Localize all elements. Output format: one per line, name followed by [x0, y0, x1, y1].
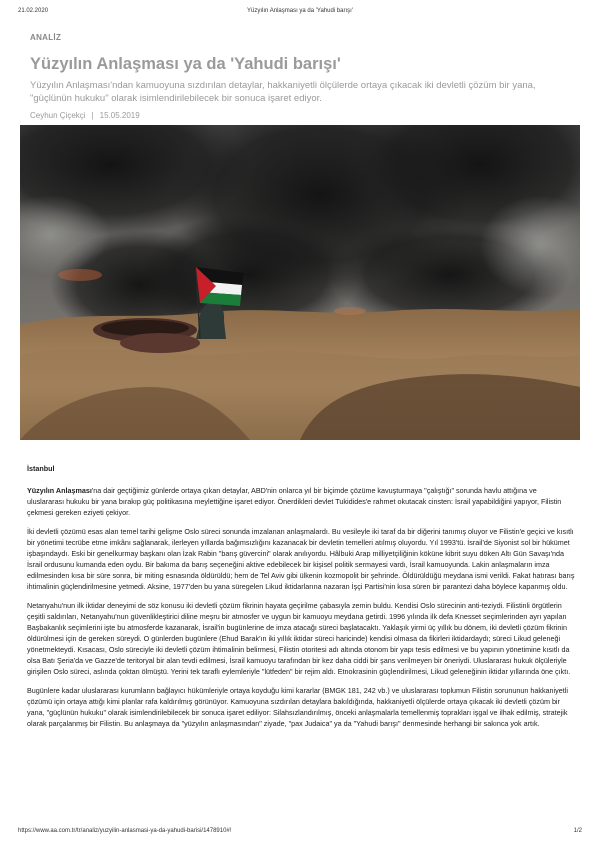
paragraph-1-lead: Yüzyılın Anlaşması: [27, 486, 92, 495]
paragraph-1: [27, 485, 575, 518]
page-number: 1/2: [573, 828, 582, 834]
print-url: https://www.aa.com.tr/tr/analiz/yuzyilin-anlasmasi-ya-da-yahudi-barisi/1478910#!: [18, 828, 232, 834]
palestine-flag-icon: [196, 267, 244, 306]
byline-separator: |: [91, 111, 94, 120]
dateline-city: İstanbul: [27, 464, 55, 473]
smoke-clouds: [20, 125, 580, 340]
print-tab-title: Yüzyılın Anlaşması ya da 'Yahudi barışı': [247, 8, 353, 14]
print-date: 21.02.2020: [18, 8, 49, 14]
paragraph-3: Netanyahu'nun ilk iktidar deneyimi de söz konusu iki devletli çözüm fikrinin hayata geçirilme çabasıyla zemin buldu. Kendisi Oslo sürecinin anti-teziydi. Filistinli örgütlerin çeşitli saldırıları, Netanyahu'nun güvenlikleştirici diline meşru bir atmosfer ve uygun bir kamuoyu meydana getirdi. 1996 yılında ilk defa Knesset seçimlerinden ayrı yapılan Başbakanlık seçimlerini işte bu atmosferde kazanarak, İsrail'in bugünlerine de imza atacağı süreci başlatacaktı. Yaklaşık yirmi üç yıllık bu dönem, iki devletli çözüm fikrinin öldürülmesi için de gereken süreydi. O günlerden bugünlere (Ehud Barak'ın iki yıllık iktidar süreci haricinde) kendisi olmasa da fikirleri iktidardaydı; süreci Likud geleneği yönetmekteydi. Kısacası, Oslo süreciyle iki devletli çözüm ihtimalinin belirmesi, Filistin otoritesi adı altında otonom bir yapı tesis edilmesi ve bu yapının yönetimine kısıtlı da olsa Batı Şeria'da ve Gazze'de teritoryal bir alan tevdi edilmesi, İsrail kamuoyu tarafından bir kez daha ciddi bir şans verilmeyen bir öneriydi. Uluslararası hukuk ölçüleriyle girişilen Oslo süreci, aslında çoktan ölmüştü. Yerini tek taraflı eylemleriyle "lütfeden" bir rejim aldı. Etnokrasinin güçlendirilmesi, Likud geleneğinin iktidar yıllarında öne çıktı.: [27, 601, 571, 676]
article-lead: Yüzyılın Anlaşması'ndan kamuoyuna sızdırılan detaylar, hakkaniyetli ölçülerde ortaya çıkacak iki devletli çözüm bir yana, "güçlünün hukuku" olarak isimlendirilebilecek bir sonuca işaret ediyor.: [30, 80, 536, 104]
print-footer: [18, 828, 582, 838]
author-name[interactable]: Ceyhun Çiçekçi: [30, 111, 86, 120]
publish-date: 15.05.2019: [99, 111, 140, 120]
article-title: Yüzyılın Anlaşması ya da 'Yahudi barışı': [30, 55, 341, 73]
print-header: [18, 8, 582, 18]
paragraph-4: Bugünlere kadar uluslararası kurumların bağlayıcı hükümleriyle ortaya koyduğu kimi kararlar (BMGK 181, 242 vb.) ve uluslararası toplumun Filistin sorununun hakkaniyetli çözümü için ortaya attığı kimi planlar rafa kaldırılmış görünüyor. Kamuoyuna sızdırılan detaylara bakıldığında, hakkaniyetli ölçülerde ortaya çıkacak iki devletli çözüm bir yana, "güçlünün hukuku" olarak isimlendirilebilecek bir sonuca işaret ediliyor: Silahsızlandırılmış, önceki anlaşmalarla temellenmiş toprakları işgal ve ilhak edilmiş, stratejik olarak parçalanmış bir Filistin. Bu anlaşmaya da "yüzyılın anlaşmasından" ziyade, "pax Judaica" ya da "Yahudi barışı" denmesinde herhangi bir sakınca yok artık.: [27, 686, 568, 728]
paragraph-1-text: 'na dair geçtiğimiz günlerde ortaya çıkan detaylar, ABD'nin onlarca yıl bir biçimde çözüme kavuşturmaya "çalıştığı" sorunda havlu attığına ve uluslararası hukuku bir yana bırakıp güç politikasına meylettiğine işaret ediyor. Önerdikleri devlet Tukidides'e rahmet okutacak cinsten: İsrail yapabildiğini yapıyor, Filistin çekmesi gereken eziyeti çekiyor.: [27, 486, 562, 517]
hero-photo: [20, 125, 580, 440]
paragraph-2: İki devletli çözümü esas alan temel tarihi gelişme Oslo süreci sonunda imzalanan anlaşmalardı. Bu vesileyle iki taraf da bir diğerini tanımış oluyor ve Filistin'e geçici ve kısıtlı bir yönetimi tecrübe etme imkânı sağlanarak, ilerleyen yıllarda bağımsızlığını kazanacak bir devletin temelleri atılmış oluyordu. Yıl 1993'tü. İsrail'de Siyonist sol bir hükümet işbaşındaydı. Eski bir genelkurmay başkanı olan İzak Rabin "barış güvercini" olarak anılıyordu. Hâlbuki Arap milliyetçiliğinin köküne kibrit suyu döken Altı Gün Savaşı'nda İsrail ordusunu kumanda eden oydu. Bir bakıma da barış seçeneğini aktive edebilecek bir kişisel politik sermayesi vardı, İsrail kamuoyunda. Lakin anlaşmaların imza edilmesinden kısa bir süre sonra, bir miting esnasında öldürüldü; hem de Tel Aviv gibi ülkenin kozmopolit bir şehrinde. Öldürüldüğü meydana ismi verildi. Fakat hatırası barış ihtimalinin güçlendirilmesine yetmedi. Aksine, 1977'den bu yana süregelen Likud iktidarlarına nazaran İşçi Partisi'nin kısa süren bir parantezi daha böylece kapanmış oldu.: [27, 527, 575, 591]
article-body: [27, 463, 575, 737]
byline: [30, 111, 140, 120]
section-label[interactable]: ANALİZ: [30, 33, 62, 42]
